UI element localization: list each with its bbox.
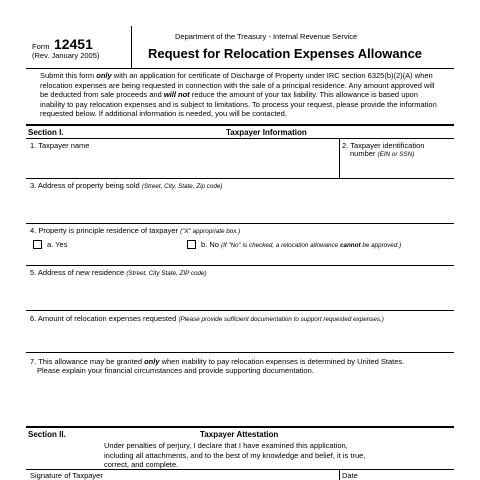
header-divider bbox=[131, 26, 132, 68]
tin-field[interactable] bbox=[341, 158, 453, 176]
line1-2-divider bbox=[339, 138, 340, 178]
expenses-label: 6. Amount of relocation expenses requested (Please provide sufficient documentation to support requested expenses.) bbox=[30, 314, 384, 323]
principal-residence-label: 4. Property is principle residence of taxpayer ("X" appropriate box.) bbox=[30, 226, 241, 235]
yes-checkbox[interactable] bbox=[33, 240, 42, 249]
row4-rule bbox=[26, 265, 454, 266]
row3-rule bbox=[26, 223, 454, 224]
tin-label: 2. Taxpayer identification bbox=[342, 141, 425, 150]
new-address-field[interactable] bbox=[27, 278, 453, 308]
no-label: b. No (If "No" is checked, a relocation allowance cannot be approved.) bbox=[201, 240, 402, 249]
section1-header-rule bbox=[26, 138, 454, 139]
expenses-field[interactable] bbox=[27, 324, 453, 350]
financial-circumstances-label: 7. This allowance may be granted only when inability to pay relocation expenses is determined by United States. bbox=[30, 357, 405, 366]
property-address-label: 3. Address of property being sold (Street, City, State, Zip code) bbox=[30, 181, 223, 190]
tin-label-cont: number (EIN or SSN) bbox=[350, 149, 415, 158]
department-name: Department of the Treasury - Internal Revenue Service bbox=[175, 32, 358, 41]
intro-paragraph: Submit this form only with an application for certificate of Discharge of Property under IRC section 6325(b)(2)(A) when relocation expenses are being requested in connection with the sale of a principal residence. Any amount approved will be deducted from sale proceeds and will not reduce the amount of your tax liability. This allowance is based upon inability to pay relocation expenses and is subject to limitations. To process your request, please provide the information requested below. If additional information is needed, you will be contacted. bbox=[40, 71, 437, 119]
form-revision: (Rev. January 2005) bbox=[32, 51, 100, 60]
section1-label: Section I. bbox=[28, 128, 64, 137]
new-address-label: 5. Address of new residence (Street, City State, ZIP code) bbox=[30, 268, 207, 277]
signature-rule bbox=[26, 469, 454, 470]
page-title: Request for Relocation Expenses Allowance bbox=[148, 46, 423, 61]
row5-rule bbox=[26, 310, 454, 311]
section1-top-rule bbox=[26, 124, 454, 126]
no-checkbox[interactable] bbox=[187, 240, 196, 249]
financial-circumstances-label-cont: Please explain your financial circumstances and provide supporting documentation. bbox=[37, 366, 314, 375]
section2-top-rule bbox=[26, 426, 454, 428]
form-label: Form bbox=[32, 42, 50, 51]
property-address-field[interactable] bbox=[27, 191, 453, 221]
yes-label: a. Yes bbox=[47, 240, 68, 249]
taxpayer-name-field[interactable] bbox=[27, 150, 337, 176]
signature-label: Signature of Taxpayer bbox=[30, 471, 103, 480]
header-rule bbox=[26, 68, 454, 69]
date-label: Date bbox=[342, 471, 358, 480]
section2-title: Taxpayer Attestation bbox=[200, 430, 279, 439]
signature-date-divider bbox=[339, 469, 340, 480]
attestation-text: Under penalties of perjury, I declare that I have examined this application, including all attachments, and to the best of my knowledge and belief, it is true, correct, and complete. bbox=[104, 441, 366, 469]
row1-rule bbox=[26, 178, 454, 179]
taxpayer-name-label: 1. Taxpayer name bbox=[30, 141, 90, 150]
form-number: 12451 bbox=[53, 36, 93, 52]
section2-label: Section II. bbox=[28, 430, 66, 439]
financial-circumstances-field[interactable] bbox=[27, 377, 453, 423]
row6-rule bbox=[26, 352, 454, 353]
section1-title: Taxpayer Information bbox=[226, 128, 307, 137]
